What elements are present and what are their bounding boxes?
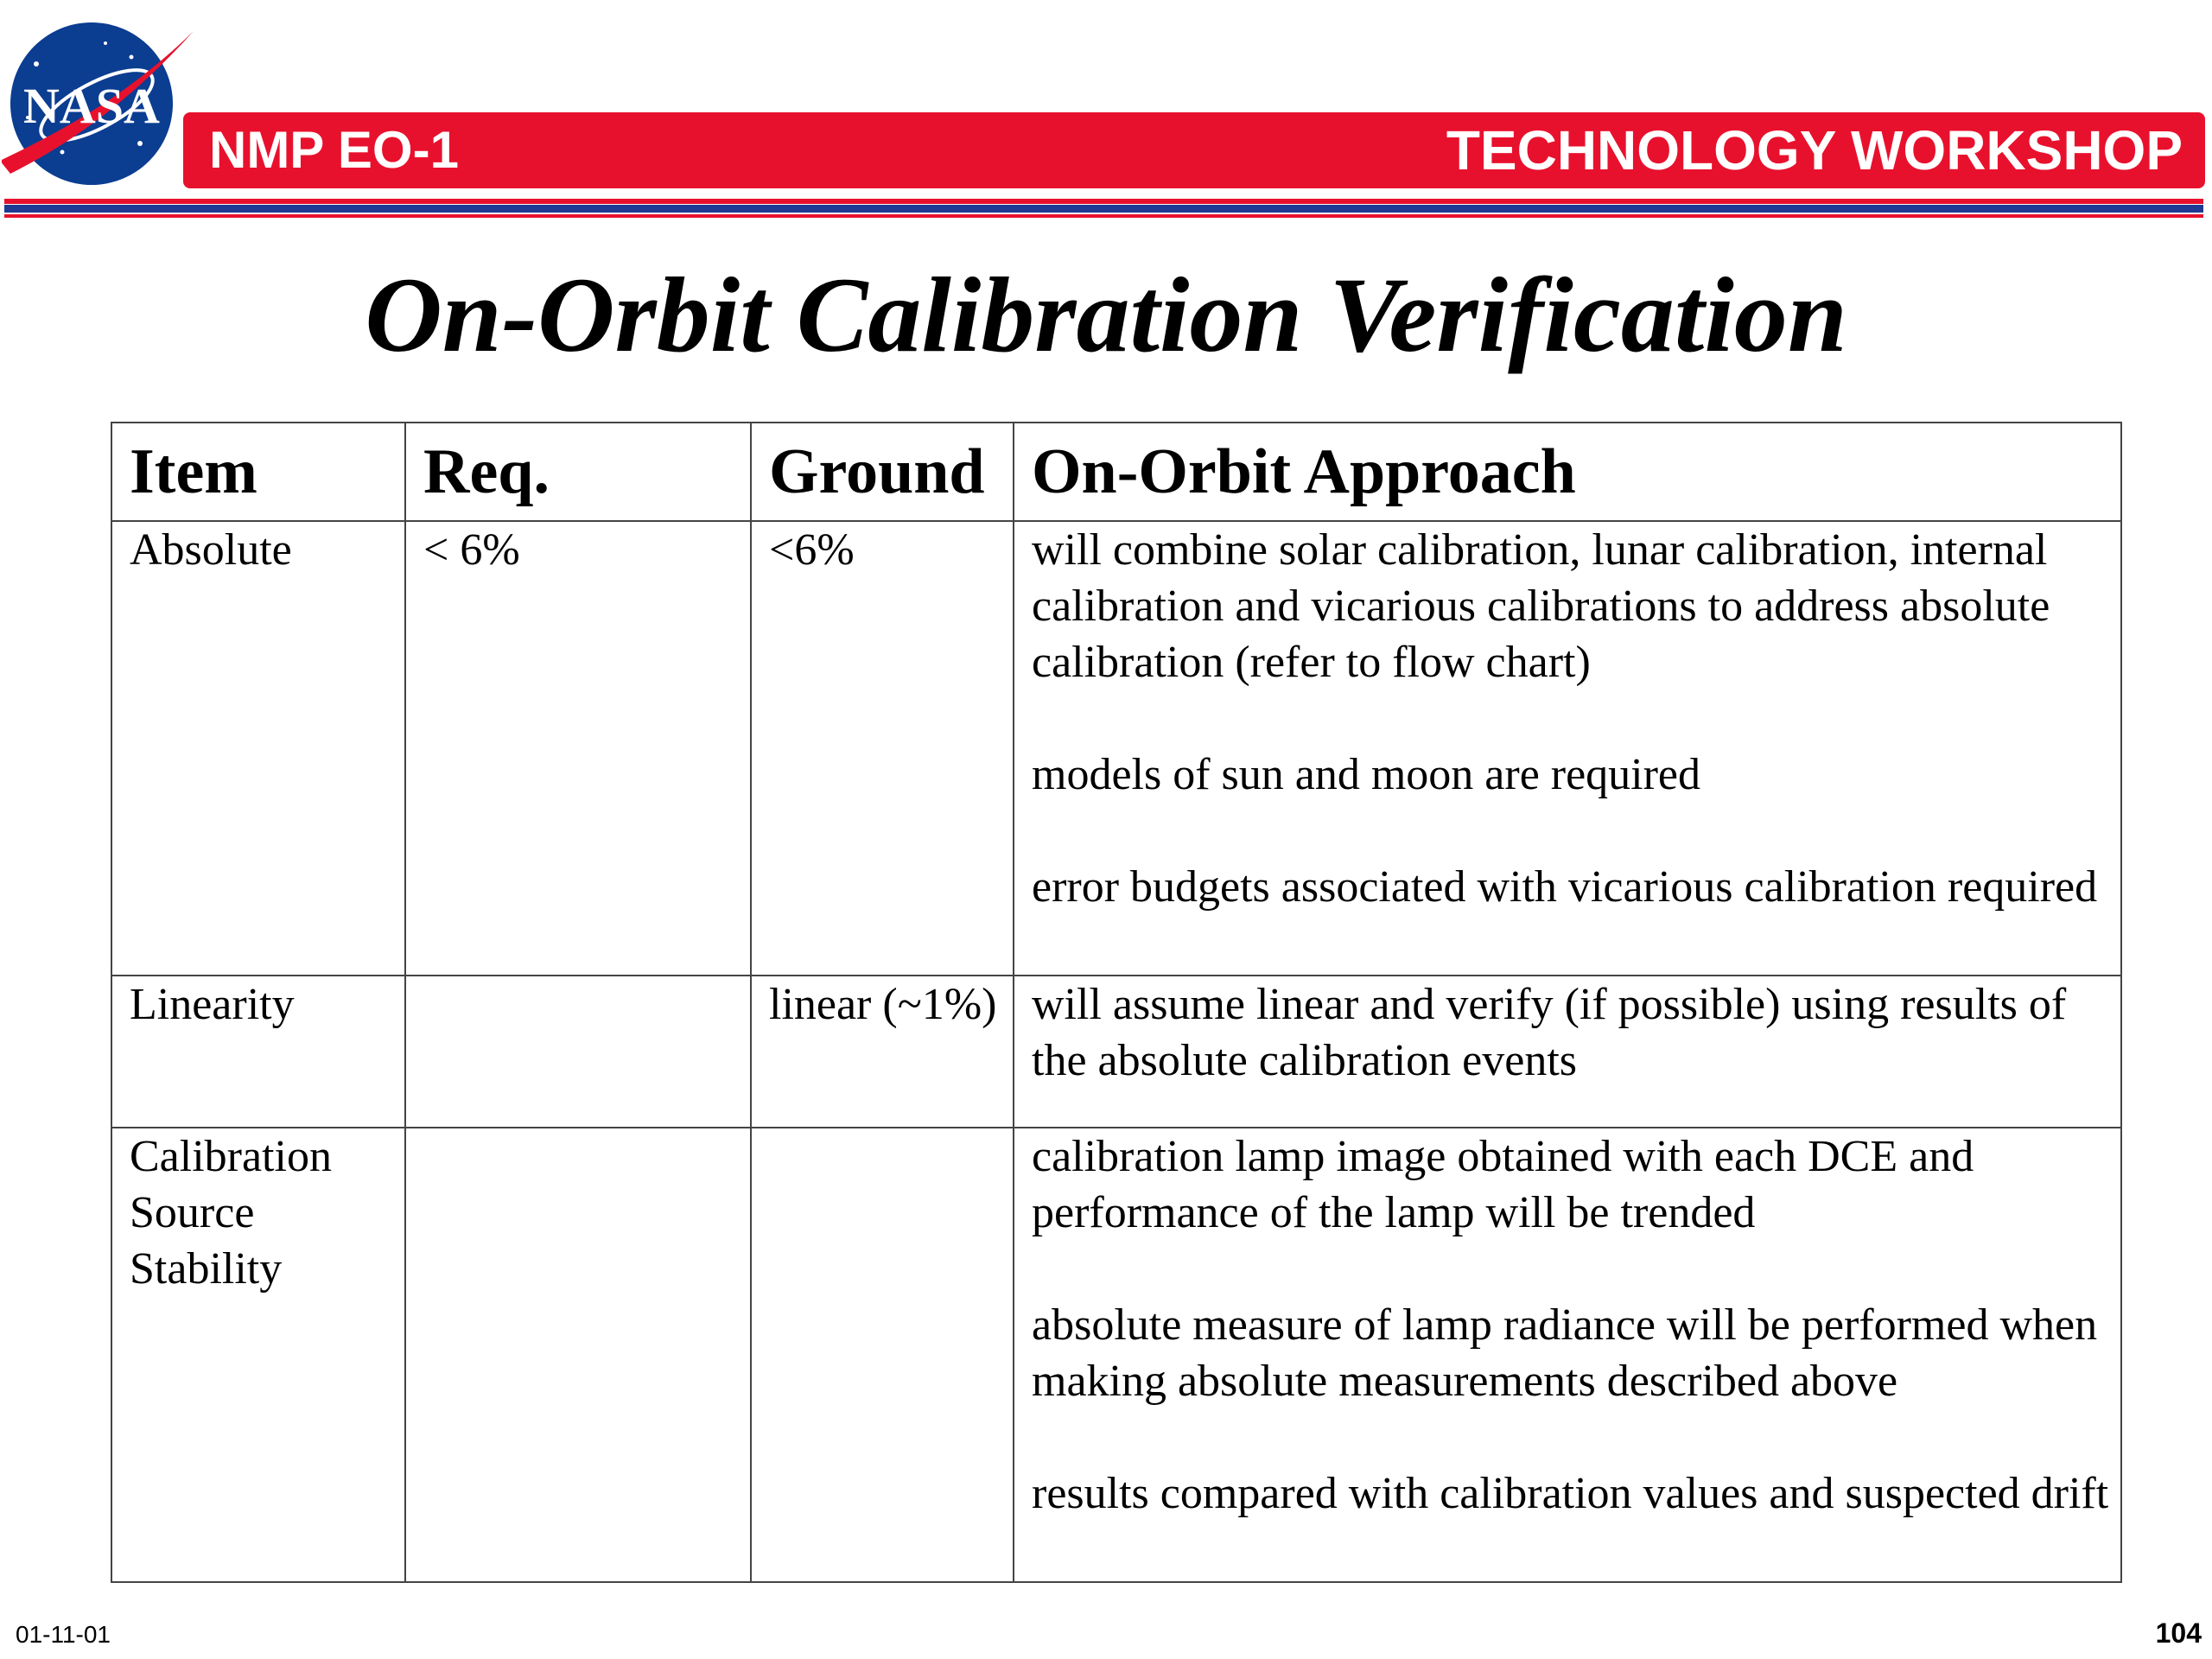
approach-line: results compared with calibration values and suspected drift [1032, 1469, 2109, 1518]
col-header-req: Req. [405, 423, 751, 521]
nasa-logo [2, 22, 194, 187]
cell-approach [1014, 976, 2121, 1128]
slide-title: On-Orbit Calibration Verification [365, 256, 1847, 374]
table-row [111, 976, 2121, 1128]
approach-line: will assume linear and verify (if possible) using results of the absolute calibration events [1032, 980, 2067, 1085]
cell-ground: linear (~1%) [751, 976, 1014, 1128]
page-number: 104 [2155, 1618, 2202, 1649]
approach-line: error budgets associated with vicarious calibration required [1032, 862, 2098, 912]
approach-line: models of sun and moon are required [1032, 750, 1701, 799]
cell-approach [1014, 1128, 2121, 1582]
approach-line: absolute measure of lamp radiance will be performed when making absolute measurements described above [1032, 1300, 2098, 1406]
workshop-label: TECHNOLOGY WORKSHOP [1446, 119, 2183, 181]
approach-line: calibration lamp image obtained with each DCE and performance of the lamp will be trended [1032, 1132, 1974, 1237]
col-header-approach: On-Orbit Approach [1014, 423, 2121, 521]
header-stripe-red-thin [4, 214, 2203, 218]
svg-text:NASA: NASA [23, 78, 160, 134]
cell-req [405, 1128, 751, 1582]
approach-line: will combine solar calibration, lunar calibration, internal calibration and vicarious calibrations to address absolute calibration (refer to flow chart) [1032, 525, 2050, 687]
cell-item: Calibration Source Stability [111, 1128, 405, 1582]
table-row [111, 1128, 2121, 1582]
header-banner [183, 112, 2205, 188]
cell-ground [751, 1128, 1014, 1582]
table-row [111, 521, 2121, 976]
cell-item: Absolute [111, 521, 405, 976]
footer-date: 01-11-01 [16, 1621, 111, 1648]
col-header-item: Item [111, 423, 405, 521]
cell-item: Linearity [111, 976, 405, 1128]
header-stripe-blue [4, 205, 2203, 213]
cell-approach [1014, 521, 2121, 976]
cell-req: < 6% [405, 521, 751, 976]
cell-req [405, 976, 751, 1128]
program-label: NMP EO-1 [209, 121, 459, 179]
header-stripe-red [4, 199, 2203, 204]
table-header-row [111, 423, 2121, 521]
col-header-ground: Ground [751, 423, 1014, 521]
calibration-table [111, 422, 2122, 1583]
cell-ground: <6% [751, 521, 1014, 976]
